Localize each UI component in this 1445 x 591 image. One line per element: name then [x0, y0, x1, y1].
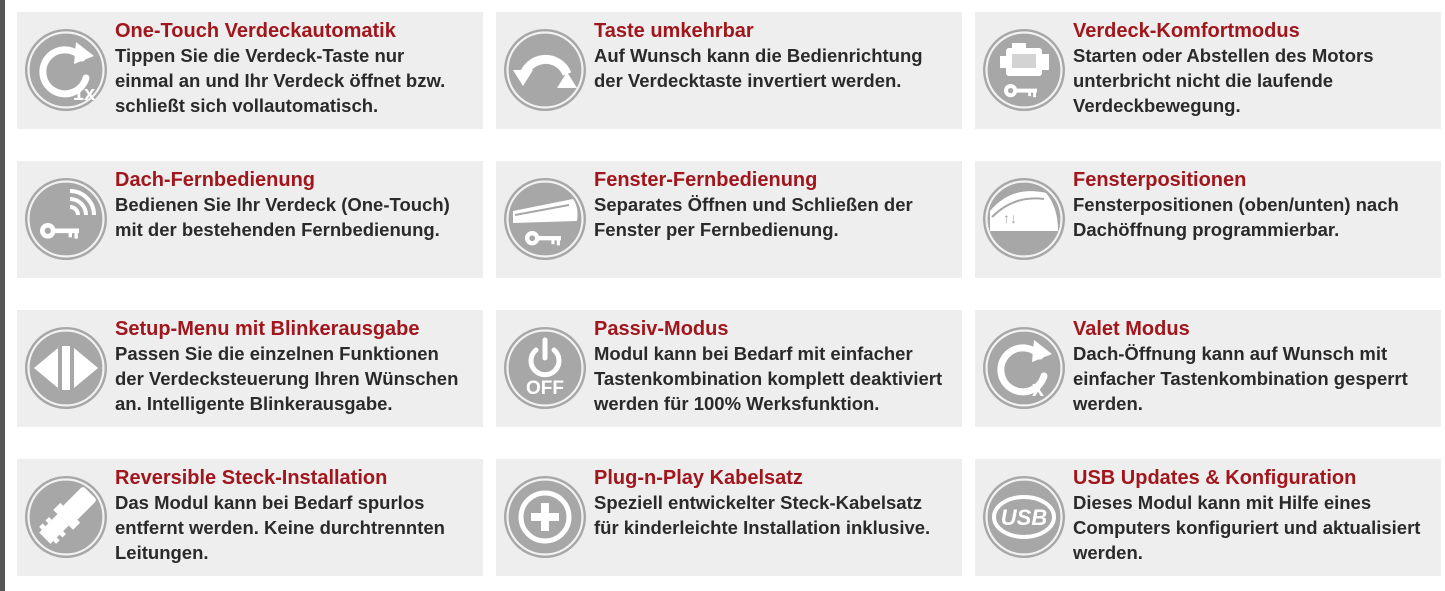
valet-icon: [982, 326, 1066, 410]
feature-description-line: Speziell entwickelter Steck-Kabelsatz: [594, 492, 922, 513]
svg-text:USB: USB: [1000, 505, 1048, 530]
feature-description: [1073, 341, 1437, 416]
left-edge-bar: [0, 0, 5, 591]
window-position-icon: [982, 177, 1066, 261]
feature-text: [115, 317, 479, 416]
feature-text: [594, 466, 958, 540]
feature-card: [975, 12, 1441, 129]
svg-text:OFF: OFF: [526, 378, 564, 399]
feature-title: Taste umkehrbar: [594, 20, 754, 42]
feature-description: [594, 43, 958, 93]
feature-title: Valet Modus: [1073, 318, 1190, 340]
feature-title: Setup-Menu mit Blinkerausgabe: [115, 318, 420, 340]
feature-title: One-Touch Verdeckautomatik: [115, 20, 396, 42]
feature-text: [115, 19, 479, 118]
feature-description: [594, 192, 958, 242]
feature-description: [1073, 43, 1437, 118]
feature-description-line: für kinderleichte Installation inklusive.: [594, 517, 931, 538]
feature-card: [17, 459, 483, 576]
feature-text: [594, 168, 958, 242]
reverse-icon: [503, 28, 587, 112]
feature-description-line: einmal an und Ihr Verdeck öffnet bzw.: [115, 70, 446, 91]
svg-text:↑↓: ↑↓: [1003, 210, 1017, 226]
feature-card: [17, 12, 483, 129]
feature-text: [1073, 466, 1437, 565]
feature-description-line: Dach-Öffnung kann auf Wunsch mit: [1073, 343, 1388, 364]
feature-card: [496, 12, 962, 129]
feature-description-line: werden.: [1073, 542, 1143, 563]
feature-card: [975, 310, 1441, 427]
feature-description-line: unterbricht nicht die laufende: [1073, 70, 1334, 91]
feature-text: [1073, 168, 1437, 242]
feature-description-line: Tippen Sie die Verdeck-Taste nur: [115, 45, 405, 66]
feature-description-line: Verdeckbewegung.: [1073, 95, 1241, 116]
feature-description-line: werden für 100% Werksfunktion.: [594, 393, 880, 414]
feature-card: [17, 310, 483, 427]
feature-text: [115, 466, 479, 565]
feature-description-line: Bedienen Sie Ihr Verdeck (One-Touch): [115, 194, 450, 215]
feature-card: [975, 161, 1441, 278]
feature-description-line: Dachöffnung programmierbar.: [1073, 219, 1340, 240]
feature-description-line: Leitungen.: [115, 542, 209, 563]
feature-title: Dach-Fernbedienung: [115, 169, 316, 191]
one-touch-icon: [24, 28, 108, 112]
usb-icon: [982, 475, 1066, 559]
feature-description: [115, 192, 479, 242]
feature-card: [496, 161, 962, 278]
feature-description-line: Auf Wunsch kann die Bedienrichtung: [594, 45, 923, 66]
feature-description-line: Starten oder Abstellen des Motors: [1073, 45, 1374, 66]
feature-description-line: mit der bestehenden Fernbedienung.: [115, 219, 440, 240]
svg-text:1x: 1x: [72, 83, 96, 105]
feature-description-line: einfacher Tastenkombination gesperrt: [1073, 368, 1408, 389]
feature-description: [594, 490, 958, 540]
feature-text: [1073, 19, 1437, 118]
feature-grid: [17, 12, 1445, 576]
feature-title: Passiv-Modus: [594, 318, 729, 340]
feature-description-line: entfernt werden. Keine durchtrennten: [115, 517, 445, 538]
feature-description-line: werden.: [1073, 393, 1143, 414]
feature-card: [17, 161, 483, 278]
feature-description-line: der Verdecktaste invertiert werden.: [594, 70, 902, 91]
plus-icon: [503, 475, 587, 559]
feature-description-line: Modul kann bei Bedarf mit einfacher: [594, 343, 913, 364]
feature-description-line: Das Modul kann bei Bedarf spurlos: [115, 492, 425, 513]
power-off-icon: [503, 326, 587, 410]
feature-description-line: Tastenkombination komplett deaktiviert: [594, 368, 943, 389]
feature-text: [1073, 317, 1437, 416]
feature-description-line: Dieses Modul kann mit Hilfe eines: [1073, 492, 1372, 513]
feature-text: [594, 19, 958, 93]
feature-description-line: der Verdecksteuerung Ihren Wünschen: [115, 368, 459, 389]
window-key-icon: [503, 177, 587, 261]
feature-text: [594, 317, 958, 416]
turn-signal-icon: [24, 326, 108, 410]
feature-description-line: Fenster per Fernbedienung.: [594, 219, 839, 240]
feature-description-line: schließt sich vollautomatisch.: [115, 95, 379, 116]
feature-title: Verdeck-Komfortmodus: [1073, 20, 1300, 42]
feature-description: [594, 341, 958, 416]
feature-description-line: Separates Öffnen und Schließen der: [594, 194, 913, 215]
feature-description-line: Passen Sie die einzelnen Funktionen: [115, 343, 439, 364]
feature-description-line: Computers konfiguriert und aktualisiert: [1073, 517, 1421, 538]
feature-description: [115, 490, 479, 565]
remote-key-icon: [24, 177, 108, 261]
feature-card: [496, 310, 962, 427]
feature-description: [115, 43, 479, 118]
feature-description: [1073, 490, 1437, 565]
plug-icon: [24, 475, 108, 559]
feature-description: [1073, 192, 1437, 242]
feature-title: Plug-n-Play Kabelsatz: [594, 467, 803, 489]
feature-description-line: an. Intelligente Blinkerausgabe.: [115, 393, 393, 414]
feature-card: [496, 459, 962, 576]
engine-key-icon: [982, 28, 1066, 112]
feature-card: [975, 459, 1441, 576]
feature-description: [115, 341, 479, 416]
feature-title: Fenster-Fernbedienung: [594, 169, 818, 191]
feature-title: USB Updates & Konfiguration: [1073, 467, 1357, 489]
feature-title: Fensterpositionen: [1073, 169, 1247, 191]
feature-text: [115, 168, 479, 242]
svg-text:x: x: [1031, 376, 1045, 401]
feature-description-line: Fensterpositionen (oben/unten) nach: [1073, 194, 1399, 215]
feature-title: Reversible Steck-Installation: [115, 467, 388, 489]
